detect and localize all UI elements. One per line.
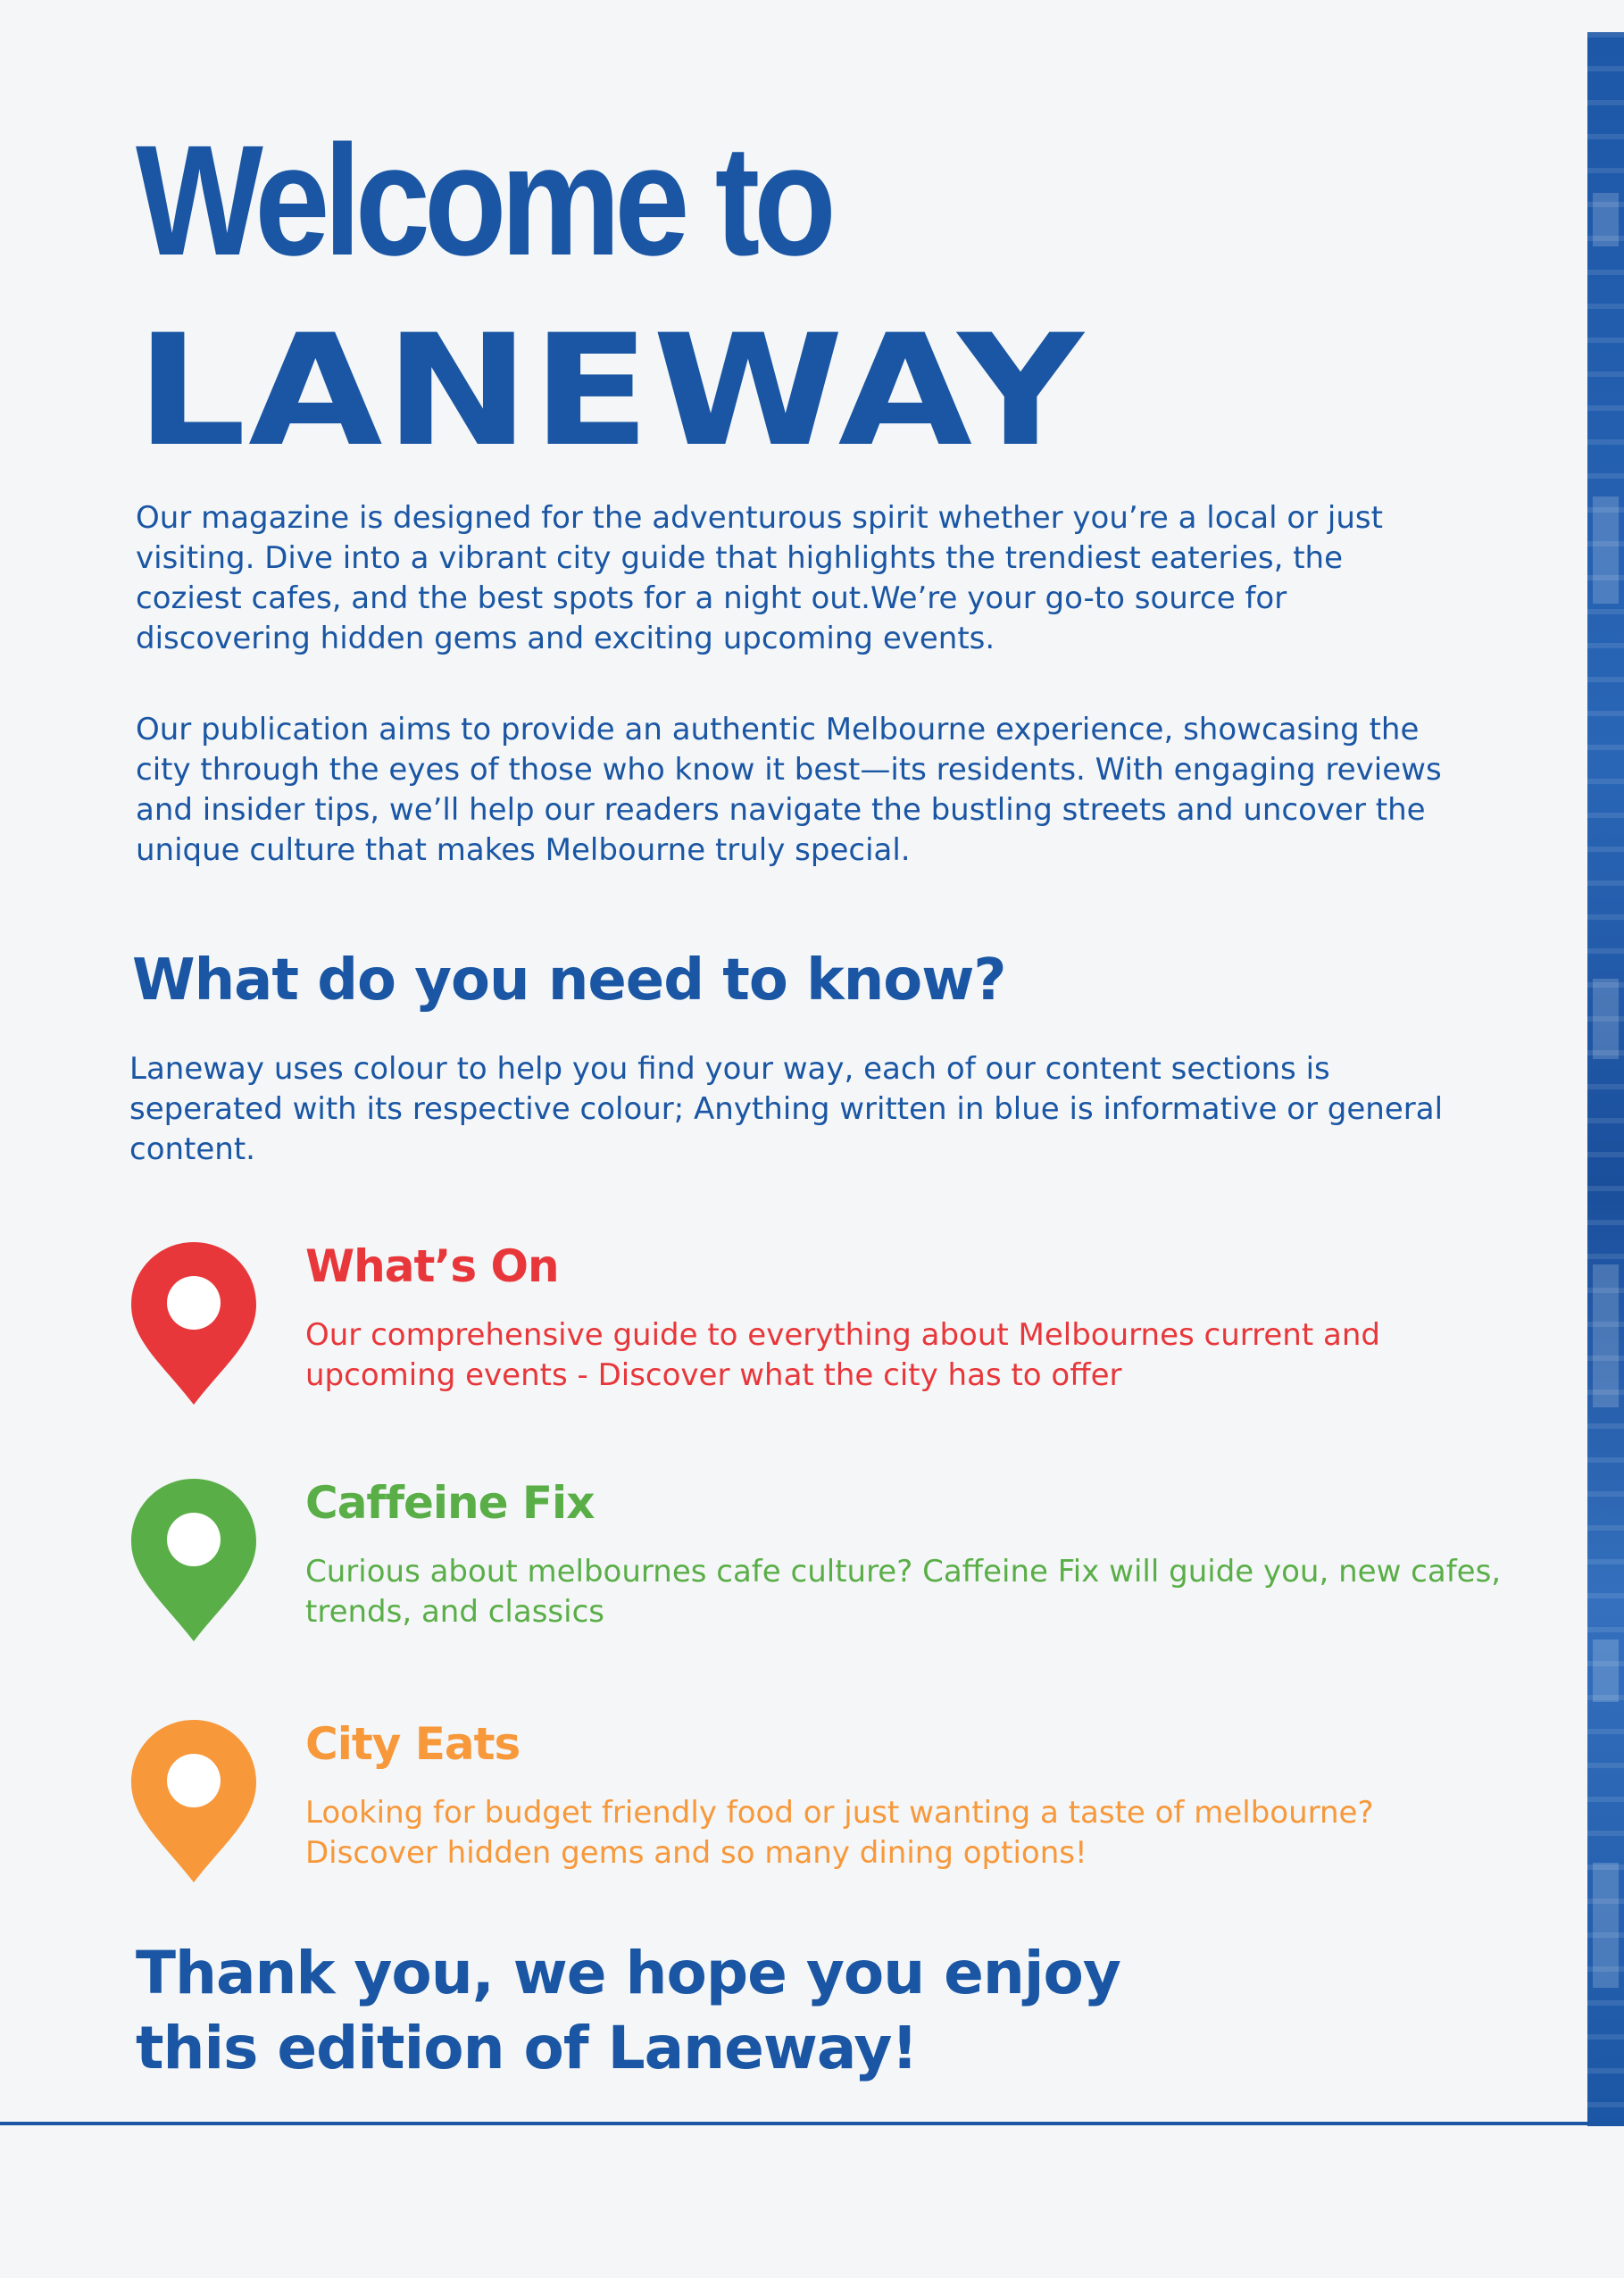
bottom-divider	[0, 2122, 1624, 2125]
section-title: What’s On	[305, 1240, 559, 1292]
closing-line-1: Thank you, we hope you enjoy	[136, 1939, 1120, 2007]
side-photo-strip	[1587, 32, 1624, 2126]
section-city-eats	[129, 1715, 1522, 1893]
section-caffeine-fix	[129, 1473, 1522, 1652]
intro-paragraph-1: Our magazine is designed for the adventurous spirit whether you’re a local or just visiting. Dive into a vibrant city guide that highlights the trendiest eateries, the coziest cafes, and the best spots for a night out.We’re your go-to source for discovering hidden gems and exciting upcoming events.	[136, 500, 1383, 656]
map-pin-icon	[129, 1718, 258, 1884]
know-heading: What do you need to know?	[132, 947, 1006, 1014]
closing-line-2: this edition of Laneway!	[136, 2014, 918, 2082]
section-description: Curious about melbournes cafe culture? Caffeine Fix will guide you, new cafes, trends, and classics	[305, 1554, 1502, 1630]
welcome-heading: Welcome to	[136, 113, 830, 288]
section-title: City Eats	[305, 1718, 521, 1770]
section-title: Caffeine Fix	[305, 1477, 595, 1529]
map-pin-icon	[129, 1477, 258, 1643]
closing-message	[136, 1936, 1120, 2086]
section-description: Our comprehensive guide to everything about Melbournes current and upcoming events - Discover what the city has to offer	[305, 1317, 1380, 1393]
section-whats-on	[129, 1237, 1522, 1415]
intro-paragraph-2: Our publication aims to provide an authentic Melbourne experience, showcasing the city through the eyes of those who know it best—its residents. With engaging reviews and insider tips, we’ll help our readers navigate the bustling streets and uncover the unique culture that makes Melbourne truly special.	[136, 712, 1442, 868]
map-pin-icon	[129, 1240, 258, 1406]
section-description: Looking for budget friendly food or just wanting a taste of melbourne? Discover hidden gems and so many dining options!	[305, 1795, 1374, 1871]
laneway-title: LANEWAY	[136, 301, 1086, 480]
know-paragraph: Laneway uses colour to help you find your way, each of our content sections is seperated with its respective colour; Anything written in blue is informative or general content.	[129, 1051, 1444, 1167]
